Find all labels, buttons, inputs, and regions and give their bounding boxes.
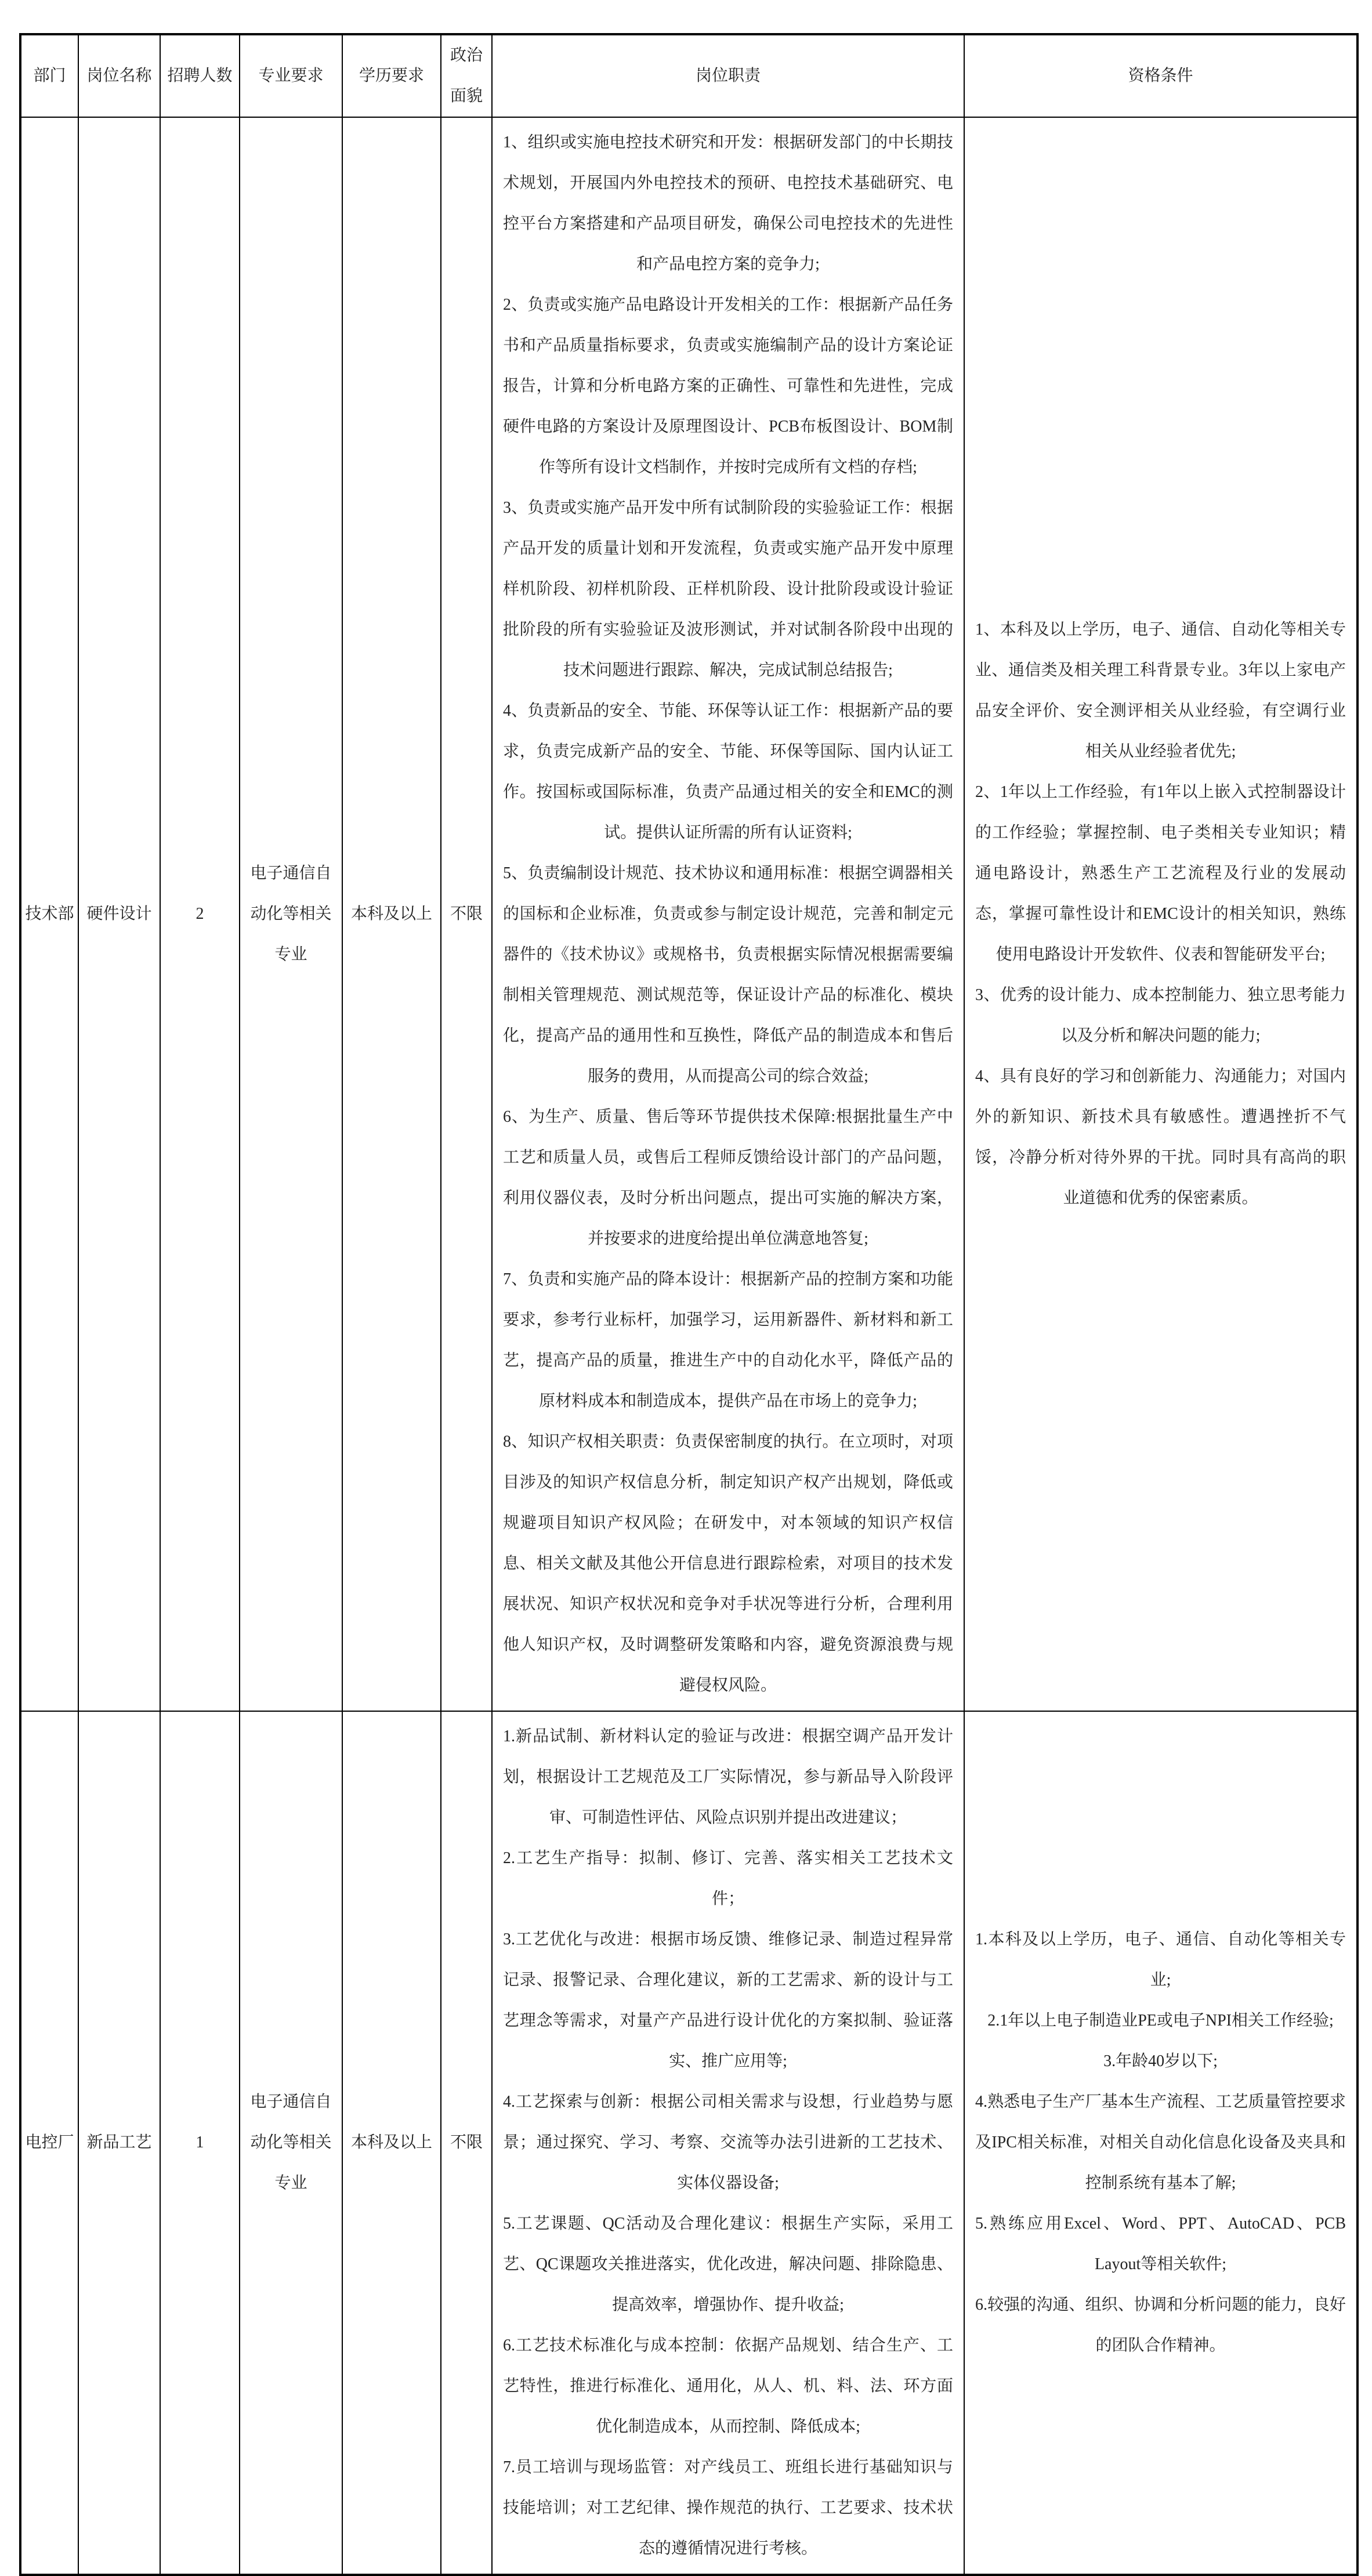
header-position: 岗位名称: [78, 34, 160, 117]
list-paragraph: 4、具有良好的学习和创新能力、沟通能力；对国内外的新知识、新技术具有敏感性。遭遇挫折不气馁，冷静分析对待外界的干扰。同时具有高尚的职业道德和优秀的保密素质。: [975, 1067, 1346, 1207]
list-paragraph: 8、知识产权相关职责：负责保密制度的执行。在立项时，对项目涉及的知识产权信息分析，制定知识产权产出规划，降低或规避项目知识产权风险；在研发中，对本领域的知识产权信息、相关文献及其他公开信息进行跟踪检索，对项目的技术发展状况、知识产权状况和竞争对手状况等进行分析，合理利用他人知识产权，及时调整研发策略和内容，避免资源浪费与规避侵权风险。: [503, 1433, 953, 1694]
list-paragraph: 6.工艺技术标准化与成本控制：依据产品规划、结合生产、工艺特性，推进行标准化、通用化，从人、机、料、法、环方面优化制造成本，从而控制、降低成本;: [503, 2336, 953, 2436]
table-header-row: [20, 34, 1357, 117]
header-headcount: 招聘人数: [160, 34, 240, 117]
major-cell: 电子通信自动化等相关专业: [240, 1711, 342, 2575]
header-education: 学历要求: [342, 34, 441, 117]
major-cell: 电子通信自动化等相关专业: [240, 117, 342, 1711]
list-paragraph: 6.较强的沟通、组织、协调和分析问题的能力，良好的团队合作精神。: [975, 2296, 1346, 2354]
list-paragraph: 7、负责和实施产品的降本设计：根据新产品的控制方案和功能要求，参考行业标杆，加强学习，运用新器件、新材料和新工艺，提高产品的质量，推进生产中的自动化水平，降低产品的原材料成本和制造成本，提供产品在市场上的竞争力;: [503, 1270, 953, 1410]
list-paragraph: 4、负责新品的安全、节能、环保等认证工作：根据新产品的要求，负责完成新产品的安全、节能、环保等国际、国内认证工作。按国标或国际标准，负责产品通过相关的安全和EMC的测试。提供认证所需的所有认证资料;: [503, 702, 953, 842]
list-paragraph: 5、负责编制设计规范、技术协议和通用标准：根据空调器相关的国标和企业标准，负责或参与制定设计规范，完善和制定元器件的《技术协议》或规格书，负责根据实际情况根据需要编制相关管理规范、测试规范等，保证设计产品的标准化、模块化，提高产品的通用性和互换性，降低产品的制造成本和售后服务的费用，从而提高公司的综合效益;: [503, 864, 953, 1085]
political-status-cell: 不限: [441, 117, 492, 1711]
duties-cell: [492, 1711, 964, 2575]
education-cell: 本科及以上: [342, 1711, 441, 2575]
table-row-hardware-design: [20, 117, 1357, 1711]
position-cell: 硬件设计: [78, 117, 160, 1711]
list-paragraph: 3.工艺优化与改进：根据市场反馈、维修记录、制造过程异常记录、报警记录、合理化建议，新的工艺需求、新的设计与工艺理念等需求，对量产产品进行设计优化的方案拟制、验证落实、推广应用等;: [503, 1930, 953, 2070]
political-status-cell: 不限: [441, 1711, 492, 2575]
qualifications-cell: [964, 1711, 1357, 2575]
qualifications-cell: [964, 117, 1357, 1711]
list-paragraph: 2、负责或实施产品电路设计开发相关的工作：根据新产品任务书和产品质量指标要求，负责或实施编制产品的设计方案论证报告，计算和分析电路方案的正确性、可靠性和先进性，完成硬件电路的方案设计及原理图设计、PCB布板图设计、BOM制作等所有设计文档制作，并按时完成所有文档的存档;: [503, 296, 953, 476]
list-paragraph: 1、组织或实施电控技术研究和开发：根据研发部门的中长期技术规划，开展国内外电控技术的预研、电控技术基础研究、电控平台方案搭建和产品项目研发，确保公司电控技术的先进性和产品电控方案的竞争力;: [503, 133, 953, 273]
list-paragraph: 1、本科及以上学历，电子、通信、自动化等相关专业、通信类及相关理工科背景专业。3年以上家电产品安全评价、安全测评相关从业经验，有空调行业相关从业经验者优先;: [975, 621, 1346, 760]
header-qualifications: 资格条件: [964, 34, 1357, 117]
headcount-cell: 2: [160, 117, 240, 1711]
header-political-status: 政治面貌: [441, 34, 492, 117]
list-paragraph: 1.本科及以上学历，电子、通信、自动化等相关专业;: [975, 1930, 1346, 1989]
duties-cell: [492, 117, 964, 1711]
header-duties: 岗位职责: [492, 34, 964, 117]
list-paragraph: 3、优秀的设计能力、成本控制能力、独立思考能力以及分析和解决问题的能力;: [975, 986, 1346, 1045]
position-cell: 新品工艺: [78, 1711, 160, 2575]
header-major: 专业要求: [240, 34, 342, 117]
list-paragraph: 1.新品试制、新材料认定的验证与改进：根据空调产品开发计划，根据设计工艺规范及工厂实际情况，参与新品导入阶段评审、可制造性评估、风险点识别并提出改进建议；: [503, 1727, 953, 1827]
list-paragraph: 3、负责或实施产品开发中所有试制阶段的实验验证工作：根据产品开发的质量计划和开发流程，负责或实施产品开发中原理样机阶段、初样机阶段、正样机阶段、设计批阶段或设计验证批阶段的所有实验验证及波形测试，并对试制各阶段中出现的技术问题进行跟踪、解决，完成试制总结报告;: [503, 499, 953, 679]
list-paragraph: 2、1年以上工作经验，有1年以上嵌入式控制器设计的工作经验；掌握控制、电子类相关专业知识；精通电路设计，熟悉生产工艺流程及行业的发展动态，掌握可靠性设计和EMC设计的相关知识，熟练使用电路设计开发软件、仪表和智能研发平台;: [975, 783, 1346, 963]
list-paragraph: 4.熟悉电子生产厂基本生产流程、工艺质量管控要求及IPC相关标准，对相关自动化信息化设备及夹具和控制系统有基本了解;: [975, 2093, 1346, 2192]
list-paragraph: 5.工艺课题、QC活动及合理化建议：根据生产实际，采用工艺、QC课题攻关推进落实，优化改进，解决问题、排除隐患、提高效率，增强协作、提升收益;: [503, 2215, 953, 2314]
list-paragraph: 7.员工培训与现场监管：对产线员工、班组长进行基础知识与技能培训；对工艺纪律、操作规范的执行、工艺要求、技术状态的遵循情况进行考核。: [503, 2458, 953, 2557]
list-paragraph: 2.1年以上电子制造业PE或电子NPI相关工作经验;: [987, 2012, 1334, 2030]
list-paragraph: 5.熟练应用Excel、Word、PPT、AutoCAD、PCB Layout等相关软件;: [975, 2215, 1346, 2273]
recruitment-table: [19, 33, 1359, 2576]
headcount-cell: 1: [160, 1711, 240, 2575]
header-department: 部门: [20, 34, 78, 117]
list-paragraph: 2.工艺生产指导：拟制、修订、完善、落实相关工艺技术文件；: [503, 1849, 953, 1908]
education-cell: 本科及以上: [342, 117, 441, 1711]
table-row-new-product-process: [20, 1711, 1357, 2575]
department-cell: 技术部: [20, 117, 78, 1711]
list-paragraph: 3.年龄40岁以下;: [1103, 2052, 1218, 2070]
list-paragraph: 4.工艺探索与创新：根据公司相关需求与设想，行业趋势与愿景；通过探究、学习、考察、交流等办法引进新的工艺技术、实体仪器设备;: [503, 2093, 953, 2192]
list-paragraph: 6、为生产、质量、售后等环节提供技术保障:根据批量生产中工艺和质量人员，或售后工程师反馈给设计部门的产品问题，利用仪器仪表，及时分析出问题点，提出可实施的解决方案，并按要求的进度给提出单位满意地答复;: [503, 1108, 953, 1248]
department-cell: 电控厂: [20, 1711, 78, 2575]
